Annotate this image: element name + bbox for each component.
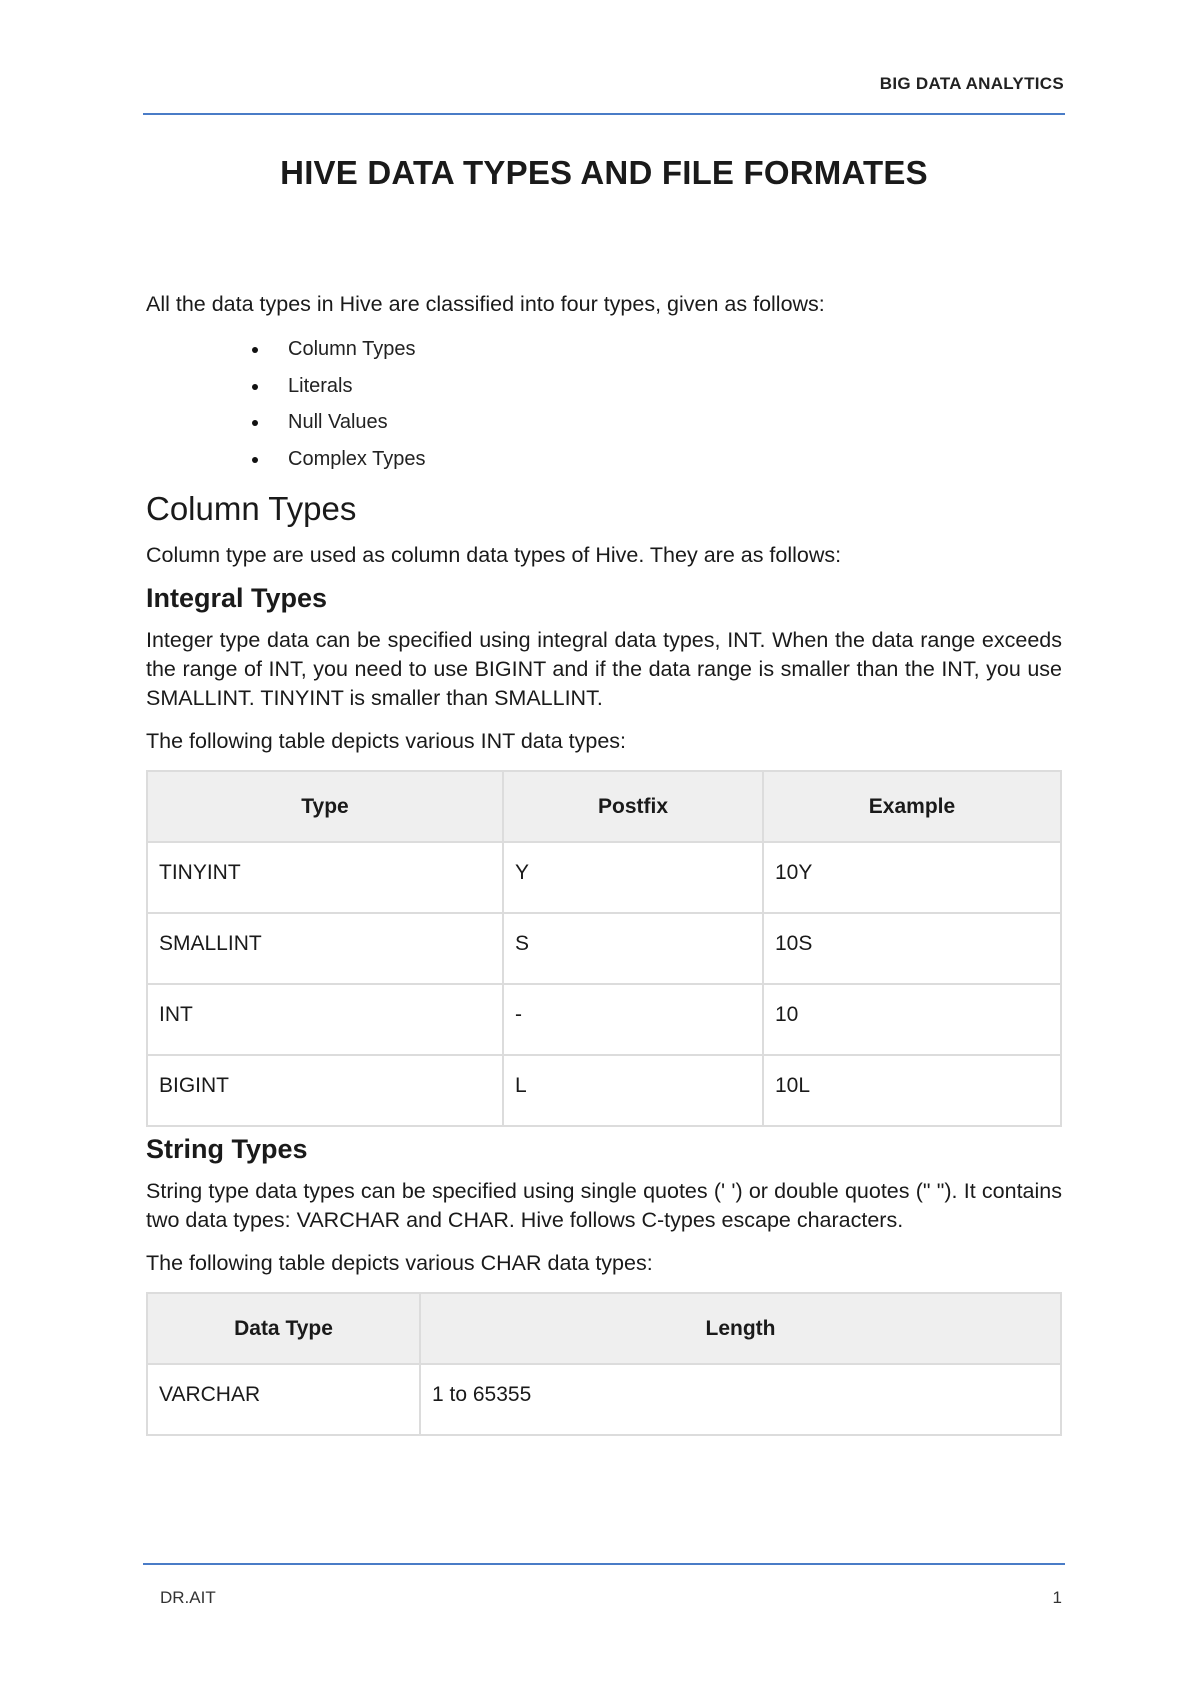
list-item: Null Values bbox=[246, 404, 1062, 441]
integral-types-heading: Integral Types bbox=[146, 583, 328, 613]
table-row bbox=[147, 913, 1061, 984]
page-title: HIVE DATA TYPES AND FILE FORMATES bbox=[280, 154, 928, 191]
column-header-postfix: Postfix bbox=[503, 771, 763, 842]
table-row bbox=[147, 1055, 1061, 1126]
page-content bbox=[146, 150, 1062, 1436]
footer-author: DR.AIT bbox=[160, 1588, 216, 1607]
list-item: Column Types bbox=[246, 331, 1062, 368]
running-header: BIG DATA ANALYTICS bbox=[879, 74, 1064, 93]
table-header-row bbox=[147, 771, 1061, 842]
column-header-example: Example bbox=[763, 771, 1061, 842]
int-table-caption: The following table depicts various INT data types: bbox=[146, 729, 627, 753]
table-cell: S bbox=[503, 913, 763, 984]
column-header-length: Length bbox=[420, 1293, 1061, 1364]
table-row bbox=[147, 984, 1061, 1055]
table-cell: SMALLINT bbox=[147, 913, 503, 984]
integral-types-paragraph: Integer type data can be specified using integral data types, INT. When the data range exceeds the range of INT, you need to use BIGINT and if the data range is smaller than the INT, you use SMALLINT. TINYINT is smaller than SMALLINT. bbox=[146, 628, 1062, 710]
string-types-heading: String Types bbox=[146, 1134, 308, 1164]
header-rule bbox=[143, 113, 1065, 115]
table-row bbox=[147, 1364, 1061, 1435]
table-cell: 10 bbox=[763, 984, 1061, 1055]
list-item: Complex Types bbox=[246, 441, 1062, 478]
table-cell: 10L bbox=[763, 1055, 1061, 1126]
column-types-paragraph: Column type are used as column data types of Hive. They are as follows: bbox=[146, 543, 842, 567]
table-cell: L bbox=[503, 1055, 763, 1126]
column-header-data-type: Data Type bbox=[147, 1293, 420, 1364]
table-cell: - bbox=[503, 984, 763, 1055]
char-table-caption: The following table depicts various CHAR data types: bbox=[146, 1251, 653, 1275]
table-cell: VARCHAR bbox=[147, 1364, 420, 1435]
column-header-type: Type bbox=[147, 771, 503, 842]
table-header-row bbox=[147, 1293, 1061, 1364]
table-cell: TINYINT bbox=[147, 842, 503, 913]
column-types-heading: Column Types bbox=[146, 490, 357, 527]
data-type-category-list bbox=[146, 331, 1062, 477]
table-cell: Y bbox=[503, 842, 763, 913]
intro-paragraph: All the data types in Hive are classified into four types, given as follows: bbox=[146, 292, 825, 316]
table-cell: 10S bbox=[763, 913, 1061, 984]
table-cell: 10Y bbox=[763, 842, 1061, 913]
list-item: Literals bbox=[246, 368, 1062, 405]
char-types-table bbox=[146, 1292, 1062, 1436]
table-cell: BIGINT bbox=[147, 1055, 503, 1126]
int-types-table bbox=[146, 770, 1062, 1127]
footer-rule bbox=[143, 1563, 1065, 1565]
table-row bbox=[147, 842, 1061, 913]
string-types-paragraph: String type data types can be specified using single quotes (' ') or double quotes (" "). It contains two data types: VARCHAR and CHAR. Hive follows C-types escape characters. bbox=[146, 1179, 1062, 1232]
table-cell: INT bbox=[147, 984, 503, 1055]
table-cell: 1 to 65355 bbox=[420, 1364, 1061, 1435]
page-number: 1 bbox=[1052, 1588, 1062, 1607]
